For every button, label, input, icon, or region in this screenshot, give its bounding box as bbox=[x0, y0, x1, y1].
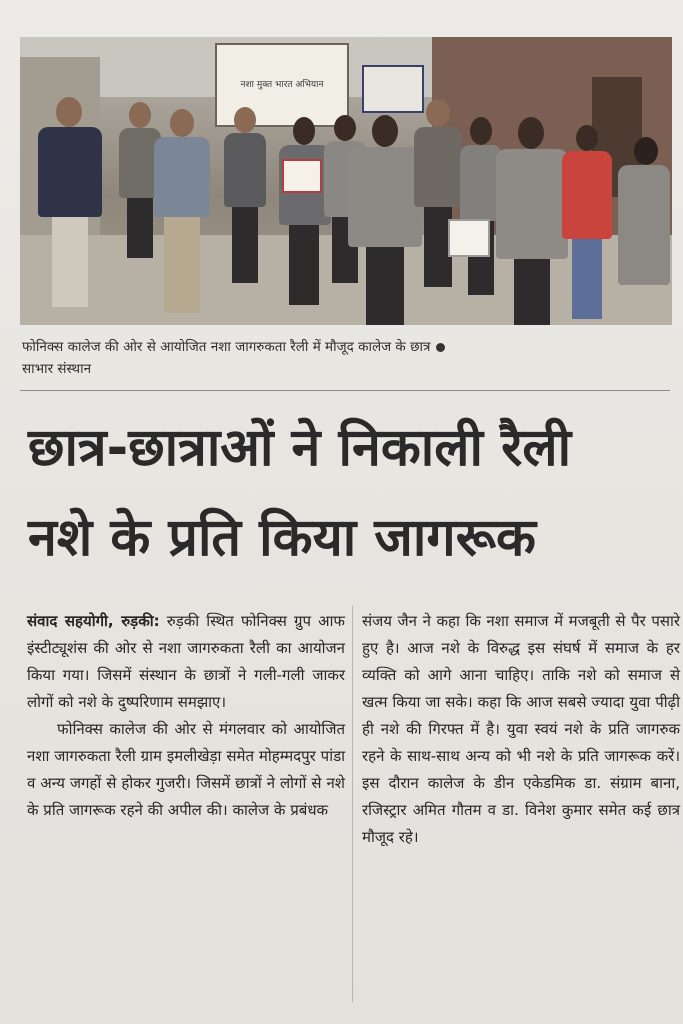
photo-caption bbox=[22, 336, 672, 380]
caption-divider bbox=[20, 390, 670, 391]
rally-banner-text: नशा मुक्त भारत अभियान bbox=[240, 79, 324, 90]
article-paragraph: रुड़की स्थित फोनिक्स ग्रुप आफ इंस्टीट्यूशंस की ओर से नशा जागरुकता रैली का आयोजन किया गया। जिसमें संस्थान के छात्रों ने गली-गली जाकर लोगों को नशे के दुष्परिणाम समझाए। bbox=[27, 612, 345, 711]
person bbox=[150, 109, 214, 319]
headline-line-2: नशे के प्रति किया जागरूक bbox=[28, 508, 536, 568]
person bbox=[558, 125, 616, 321]
byline: संवाद सहयोगी, रुड़की: bbox=[27, 612, 160, 630]
caption-text: फोनिक्स कालेज की ओर से आयोजित नशा जागरुकता रैली में मौजूद कालेज के छात्र bbox=[22, 339, 431, 355]
article-paragraph: संजय जैन ने कहा कि नशा समाज में मजबूती से पैर पसारे हुए है। आज नशे के विरुद्ध इस संघर्ष में समाज के हर व्यक्ति को आगे आना चाहिए। ताकि नशे को समाज से खत्म किया जा सके। कहा कि आज सबसे ज्यादा युवा पीढ़ी ही नशे की गिरफ्त में है। युवा स्वयं नशे के प्रति जागरुक रहने के साथ-साथ अन्य को भी नशे के प्रति जागरूक करें। इस दौरान कालेज के डीन एकेडमिक डा. संग्राम बाना, रजिस्ट्रार अमित गौतम व डा. विनेश कुमार समेत कई छात्र मौजूद रहे। bbox=[362, 612, 680, 846]
caption-credit: साभार संस्थान bbox=[22, 361, 92, 377]
headline-line-1: छात्र-छात्राओं ने निकाली रैली bbox=[28, 418, 572, 478]
placard bbox=[448, 219, 490, 257]
rally-photo bbox=[20, 37, 672, 325]
person bbox=[220, 107, 270, 287]
article-paragraph: फोनिक्स कालेज की ओर से मंगलवार को आयोजित नशा जागरुकता रैली ग्राम इमलीखेड़ा समेत मोहम्मदपुर पांडा व अन्य जगहों से होकर गुजरी। जिसमें छात्रों ने लोगों से नशे के प्रति जागरूक रहने की अपील की। कालेज के प्रबंधक bbox=[27, 720, 345, 819]
column-divider bbox=[352, 606, 353, 1002]
person bbox=[616, 137, 672, 325]
article-column-left bbox=[27, 608, 345, 824]
person bbox=[30, 97, 110, 317]
bullet-dot-icon bbox=[436, 343, 445, 352]
article-column-right bbox=[362, 608, 680, 851]
placard bbox=[282, 159, 322, 193]
